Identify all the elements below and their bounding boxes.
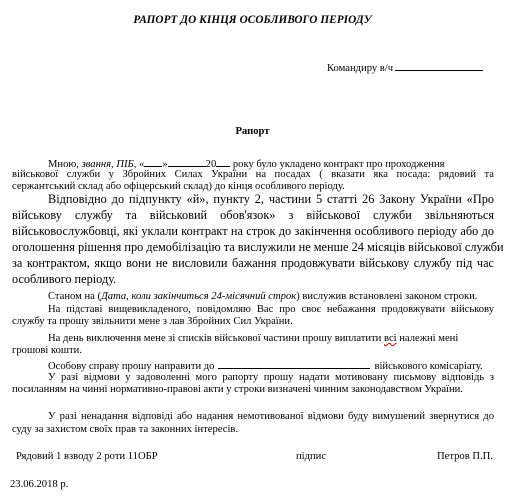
date-placeholder: Дата, коли закінчиться 24-місячний строк	[101, 291, 297, 302]
para2-line4: оголошення рішення про демобілізацію та вислужили не менше 24 місяців військової служби	[12, 240, 504, 254]
addressee-line	[327, 61, 483, 74]
para2-line2: військову службу та військовий обов'язок» з військової служби звільняються	[12, 208, 494, 222]
para1-line2: військової служби у Збройних Силах України на посадах ( вказати яка посада: рядовий та	[12, 169, 494, 180]
month-blank	[168, 157, 206, 167]
para2-line3: військовослужбовці, які уклали контракт на строк до закінчення особливого періоду або до	[12, 224, 494, 238]
report-heading: Рапорт	[235, 126, 270, 137]
para6-line: Особову справу прошу направити до військового комісаріату.	[48, 361, 483, 372]
signature-rank: Рядовий 1 взводу 2 роти 11ОБР	[16, 451, 158, 462]
signature-name: Петров П.П.	[437, 451, 493, 462]
document-title: РАПОРТ ДО КІНЦЯ ОСОБЛИВОГО ПЕРІОДУ	[133, 14, 372, 26]
para8-line2: суду за захистом своїх прав та законних інтересів.	[12, 424, 239, 435]
para4-line1: На підставі вищевикладеного, повідомляю Вас про своє небажання продовжувати військову	[48, 304, 494, 315]
para2-line6: особливого періоду.	[12, 272, 117, 286]
commissariat-blank	[218, 359, 370, 369]
para5-line2: грошові кошти.	[12, 345, 82, 356]
document-date: 23.06.2018 р.	[10, 479, 69, 490]
name-placeholder: ПІБ	[116, 159, 134, 170]
para4-line2: службу та прошу звільнити мене з лав Збройних Сил України.	[12, 316, 293, 327]
rank-placeholder: звання	[81, 159, 112, 170]
para3-line: Станом на (Дата, коли закінчиться 24-місячний строк) вислужив встановлені законом строки.	[48, 291, 478, 302]
para7-line2: посиланням на чинні нормативно-правові акти у строки визначені чинним законодавством України.	[12, 384, 463, 395]
para1-line1: Мною, звання, ПІБ, « » 20 року було укладено контракт про проходження	[48, 159, 445, 170]
para2-line5: за контрактом, якщо вони не висловили бажання продовжувати військову службу під час	[12, 256, 494, 270]
signature-sign: підпис	[296, 451, 327, 462]
para8-line1: У разі ненадання відповіді або надання немотивованої відмови буду вимушений звернутися до	[48, 411, 494, 422]
addressee-label: Командиру в/ч	[327, 63, 394, 74]
para2-line1: Відповідно до підпункту «й», пункту 2, частини 5 статті 26 Закону України «Про	[48, 192, 494, 206]
para1-line3: сержантський склад або офіцерський склад) до кінця особливого періоду.	[12, 181, 345, 192]
year-blank	[216, 157, 230, 167]
para7-line1: У разі відмови у задоволенні мого рапорту прошу надати мотивовану письмову відповідь з	[48, 372, 494, 383]
addressee-blank	[395, 61, 483, 71]
spellcheck-word: всі	[384, 333, 397, 344]
day-blank	[144, 157, 162, 167]
para5-line1: На день виключення мене зі списків військової частини прошу виплатити всі належні мені	[48, 333, 459, 344]
